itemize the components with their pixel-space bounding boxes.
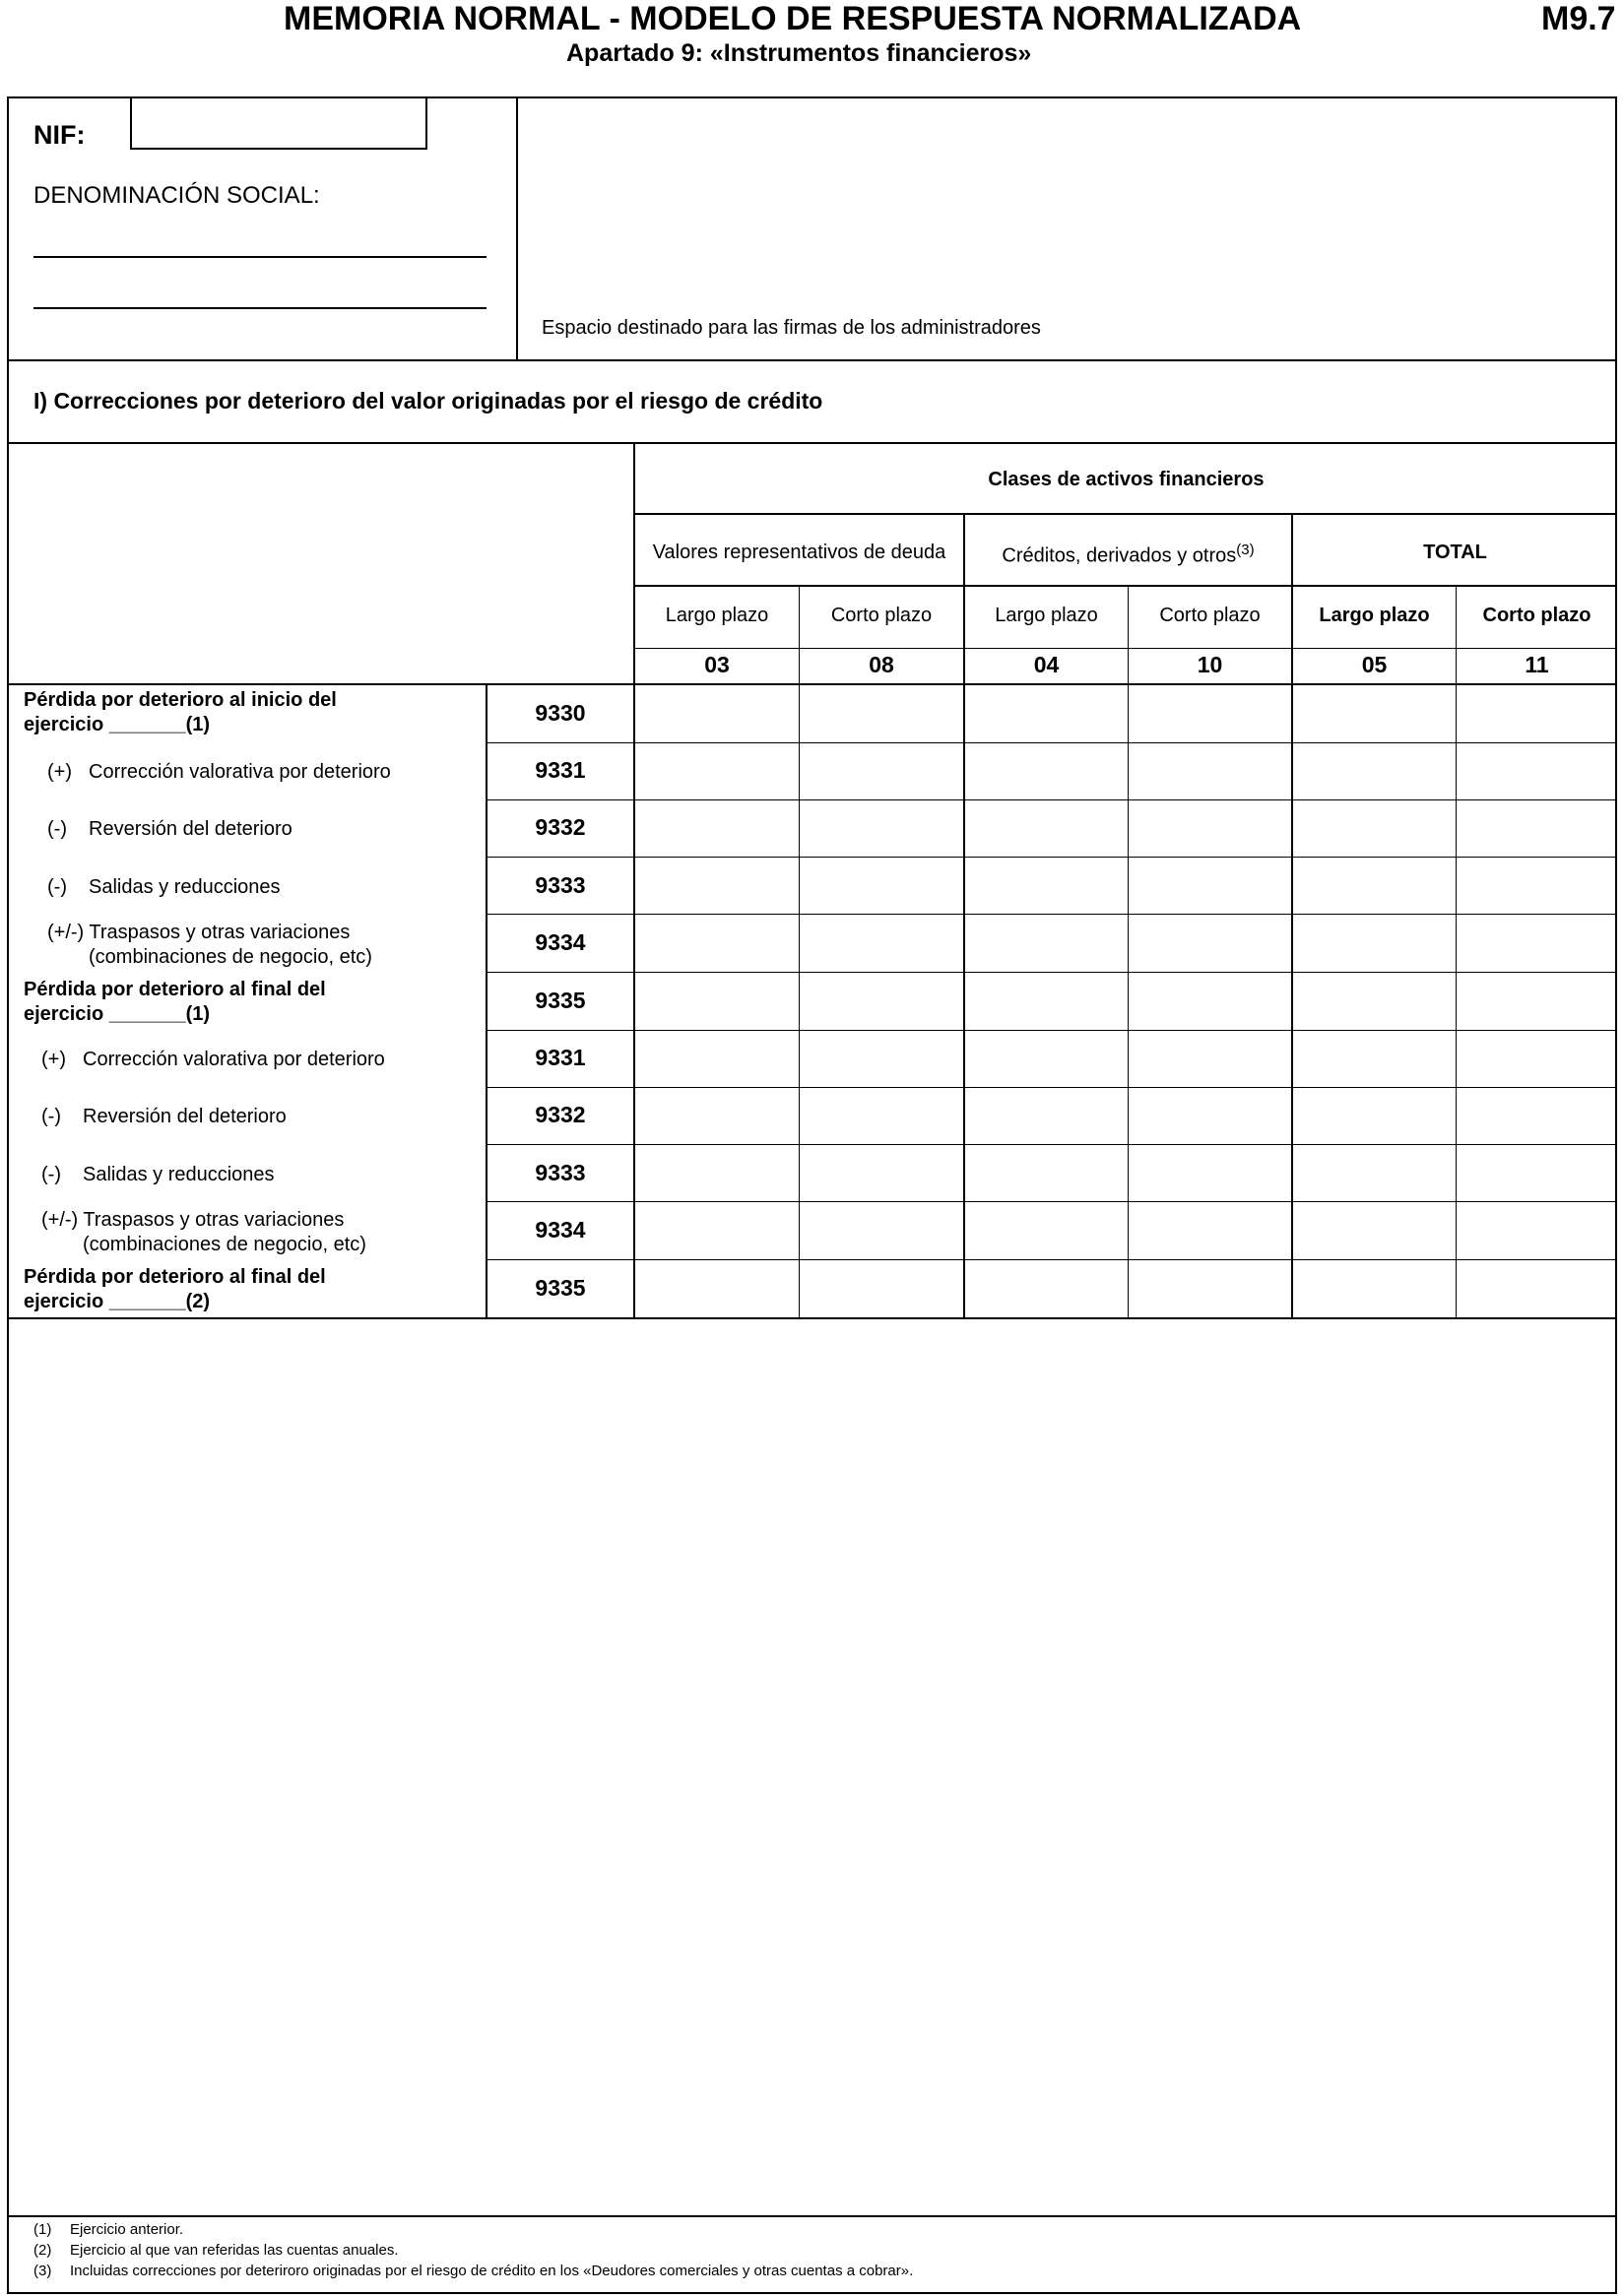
cell-9335-11[interactable] — [1458, 1260, 1616, 1316]
cell-9331-05[interactable] — [1294, 1031, 1456, 1086]
cell-9335-03[interactable] — [636, 1260, 799, 1316]
cell-9334-04[interactable] — [966, 1202, 1128, 1258]
form-title: MEMORIA NORMAL - MODELO DE RESPUESTA NORMALIZADA — [284, 0, 1302, 37]
cell-9331-04[interactable] — [966, 743, 1128, 798]
cell-9333-03[interactable] — [636, 1145, 799, 1200]
cell-9333-08[interactable] — [801, 858, 964, 913]
cell-9334-08[interactable] — [801, 915, 964, 971]
cell-9332-05[interactable] — [1294, 800, 1456, 856]
cell-9331-03[interactable] — [636, 743, 799, 798]
signature-space-label: Espacio destinado para las firmas de los administradores — [542, 317, 1041, 339]
subcolumn-largo-debt: Largo plazo — [665, 605, 769, 626]
notes-area[interactable] — [9, 1319, 1615, 2213]
row-label-9332-b: (-) Reversión del deterioro — [41, 1106, 287, 1127]
row-code-9333-a: 9333 — [535, 872, 586, 898]
cell-9333-04[interactable] — [966, 1145, 1128, 1200]
row-code-9332-b: 9332 — [535, 1102, 586, 1127]
section-title: I) Correcciones por deterioro del valor originadas por el riesgo de crédito — [33, 388, 823, 414]
cell-9331-10[interactable] — [1130, 743, 1292, 798]
cell-9330-11[interactable] — [1458, 686, 1616, 741]
cell-9332-04[interactable] — [966, 800, 1128, 856]
cell-9335-10[interactable] — [1130, 973, 1292, 1029]
cell-9331-05[interactable] — [1294, 743, 1456, 798]
row-code-9334-b: 9334 — [535, 1217, 586, 1243]
cell-9335-10[interactable] — [1130, 1260, 1292, 1316]
row-label-9331-b: (+) Corrección valorativa por deterioro — [41, 1049, 385, 1070]
cell-9334-05[interactable] — [1294, 1202, 1456, 1258]
denominacion-line-2[interactable] — [33, 284, 487, 309]
cell-9331-08[interactable] — [801, 1031, 964, 1086]
cell-9330-03[interactable] — [636, 686, 799, 741]
cell-9335-05[interactable] — [1294, 973, 1456, 1029]
cell-9331-10[interactable] — [1130, 1031, 1292, 1086]
cell-9331-11[interactable] — [1458, 743, 1616, 798]
cell-9333-04[interactable] — [966, 858, 1128, 913]
column-code-11: 11 — [1525, 652, 1549, 677]
row-code-9334-a: 9334 — [535, 929, 586, 955]
footnote-2: (2) Ejercicio al que van referidas las cuentas anuales. — [33, 2242, 399, 2259]
row-label-9334-a: (+/-) Traspasos y otras variaciones (combinaciones de negocio, etc) — [47, 922, 372, 968]
cell-9332-08[interactable] — [801, 800, 964, 856]
row-label-9331-a: (+) Corrección valorativa por deterioro — [47, 761, 391, 783]
cell-9331-11[interactable] — [1458, 1031, 1616, 1086]
row-code-9331-b: 9331 — [535, 1045, 586, 1070]
form-code: M9.7 — [1541, 0, 1616, 37]
row-label-9332-a: (-) Reversión del deterioro — [47, 818, 292, 840]
cell-9334-04[interactable] — [966, 915, 1128, 971]
cell-9334-10[interactable] — [1130, 1202, 1292, 1258]
column-code-05: 05 — [1361, 652, 1388, 677]
cell-9330-04[interactable] — [966, 686, 1128, 741]
cell-9332-04[interactable] — [966, 1088, 1128, 1143]
cell-9331-03[interactable] — [636, 1031, 799, 1086]
column-code-08: 08 — [869, 652, 894, 677]
row-code-9330: 9330 — [535, 700, 586, 726]
cell-9332-05[interactable] — [1294, 1088, 1456, 1143]
cell-9335-04[interactable] — [966, 973, 1128, 1029]
row-label-9335-a: Pérdida por deterioro al final del ejercicio _______(1) — [24, 979, 326, 1025]
cell-9332-11[interactable] — [1458, 800, 1616, 856]
cell-9334-08[interactable] — [801, 1202, 964, 1258]
subcolumn-corto-debt: Corto plazo — [830, 605, 933, 626]
cell-9333-10[interactable] — [1130, 1145, 1292, 1200]
nif-field[interactable] — [130, 96, 427, 150]
row-label-9333-b: (-) Salidas y reducciones — [41, 1164, 275, 1185]
footnote-3: (3) Incluidas correcciones por deteriroro originadas por el riesgo de crédito en los «Deudores comerciales y otras cuentas a cobrar». — [33, 2263, 914, 2279]
cell-9332-03[interactable] — [636, 800, 799, 856]
row-label-9335-b: Pérdida por deterioro al final del ejercicio _______(2) — [24, 1266, 326, 1312]
row-label-9333-a: (-) Salidas y reducciones — [47, 876, 281, 898]
cell-9333-05[interactable] — [1294, 858, 1456, 913]
cell-9331-08[interactable] — [801, 743, 964, 798]
cell-9334-11[interactable] — [1458, 1202, 1616, 1258]
column-code-03: 03 — [704, 652, 730, 677]
cell-9335-11[interactable] — [1458, 973, 1616, 1029]
cell-9330-10[interactable] — [1130, 686, 1292, 741]
row-label-9330: Pérdida por deterioro al inicio del ejercicio _______(1) — [24, 689, 337, 735]
cell-9332-03[interactable] — [636, 1088, 799, 1143]
cell-9330-05[interactable] — [1294, 686, 1456, 741]
cell-9330-08[interactable] — [801, 686, 964, 741]
row-code-9333-b: 9333 — [535, 1160, 586, 1185]
subcolumn-largo-total: Largo plazo — [1319, 605, 1430, 626]
cell-9334-03[interactable] — [636, 915, 799, 971]
cell-9333-11[interactable] — [1458, 858, 1616, 913]
denominacion-line-1[interactable] — [33, 232, 487, 258]
cell-9335-05[interactable] — [1294, 1260, 1456, 1316]
denominacion-label: DENOMINACIÓN SOCIAL: — [33, 182, 320, 209]
cell-9335-08[interactable] — [801, 973, 964, 1029]
cell-9334-03[interactable] — [636, 1202, 799, 1258]
row-code-9335-a: 9335 — [535, 988, 586, 1013]
cell-9334-05[interactable] — [1294, 915, 1456, 971]
cell-9334-11[interactable] — [1458, 915, 1616, 971]
cell-9333-03[interactable] — [636, 858, 799, 913]
row-code-9331-a: 9331 — [535, 757, 586, 783]
row-code-9335-b: 9335 — [535, 1275, 586, 1301]
cell-9333-05[interactable] — [1294, 1145, 1456, 1200]
footnote-1: (1) Ejercicio anterior. — [33, 2221, 184, 2238]
column-group-debt: Valores representativos de deuda — [652, 542, 946, 563]
cell-9332-10[interactable] — [1130, 1088, 1292, 1143]
cell-9335-04[interactable] — [966, 1260, 1128, 1316]
subcolumn-largo-credits: Largo plazo — [995, 605, 1098, 626]
cell-9332-08[interactable] — [801, 1088, 964, 1143]
cell-9333-10[interactable] — [1130, 858, 1292, 913]
cell-9331-04[interactable] — [966, 1031, 1128, 1086]
column-group-total: TOTAL — [1423, 542, 1487, 563]
subcolumn-corto-total: Corto plazo — [1482, 605, 1592, 626]
row-code-9332-a: 9332 — [535, 814, 586, 840]
column-group-credits: Créditos, derivados y otros$^{(3)}$ — [1002, 542, 1255, 567]
cell-9333-11[interactable] — [1458, 1145, 1616, 1200]
form-subtitle: Apartado 9: «Instrumentos financieros» — [566, 39, 1032, 67]
subcolumn-corto-credits: Corto plazo — [1159, 605, 1261, 626]
column-code-04: 04 — [1033, 652, 1060, 677]
asset-classes-header: Clases de activos financieros — [988, 469, 1265, 490]
cell-9335-03[interactable] — [636, 973, 799, 1029]
cell-9333-08[interactable] — [801, 1145, 964, 1200]
row-label-9334-b: (+/-) Traspasos y otras variaciones (combinaciones de negocio, etc) — [41, 1209, 366, 1255]
cell-9332-10[interactable] — [1130, 800, 1292, 856]
column-code-10: 10 — [1197, 652, 1223, 677]
cell-9334-10[interactable] — [1130, 915, 1292, 971]
nif-label: NIF: — [33, 120, 86, 150]
cell-9332-11[interactable] — [1458, 1088, 1616, 1143]
cell-9335-08[interactable] — [801, 1260, 964, 1316]
